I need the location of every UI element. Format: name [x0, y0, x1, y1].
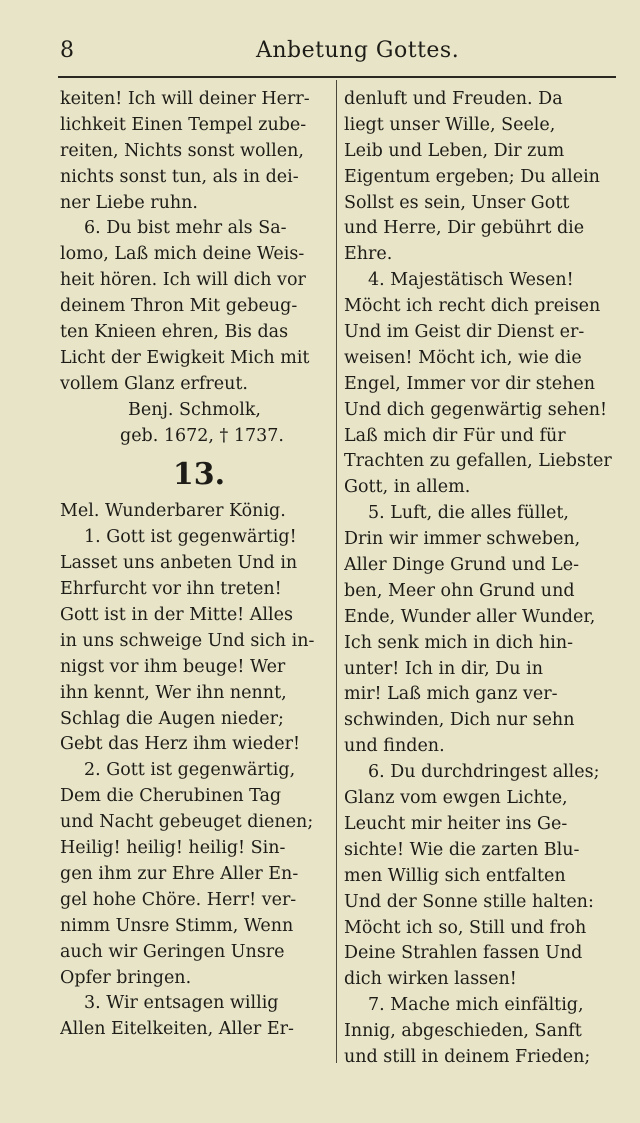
text-line: gel hohe Chöre. Herr! ver-	[60, 889, 297, 910]
left-column	[60, 87, 328, 1043]
verse-start-line: 4. Majestätisch Wesen!	[368, 270, 574, 291]
right-column	[344, 87, 616, 1071]
text-line: keiten! Ich will deiner Herr-	[60, 89, 310, 109]
text-line: nigst vor ihm beuge! Wer	[60, 656, 286, 677]
verse-start-line: 6. Du bist mehr als Sa-	[84, 218, 287, 239]
text-line: Gott ist in der Mitte! Alles	[60, 605, 293, 626]
page-number: 8	[60, 38, 74, 63]
text-line: mir! Laß mich ganz ver-	[344, 684, 558, 705]
text-line: und finden.	[344, 736, 445, 757]
text-line: Und dich gegenwärtig sehen!	[344, 399, 608, 420]
text-line: Ehre.	[344, 244, 393, 265]
text-line: ihn kennt, Wer ihn nennt,	[60, 682, 287, 703]
text-line: deinem Thron Mit gebeug-	[60, 296, 298, 317]
verse-start-line: 5. Luft, die alles füllet,	[368, 503, 569, 524]
text-line: Heilig! heilig! heilig! Sin-	[60, 838, 286, 859]
text-line: und Nacht gebeuget dienen;	[60, 812, 314, 833]
text-line: reiten, Nichts sonst wollen,	[60, 140, 304, 161]
text-line: sichte! Wie die zarten Blu-	[344, 839, 580, 860]
verse-start-line: 6. Du durchdringest alles;	[368, 762, 600, 783]
text-line: Glanz vom ewgen Lichte,	[344, 788, 568, 809]
text-line: ner Liebe ruhn.	[60, 192, 198, 213]
page-header	[60, 34, 615, 74]
text-line: Gott, in allem.	[344, 477, 471, 498]
text-line: lichkeit Einen Tempel zube-	[60, 114, 307, 135]
text-line: gen ihm zur Ehre Aller En-	[60, 863, 299, 884]
text-line: Engel, Immer vor dir stehen	[344, 373, 596, 394]
text-line: Laß mich dir Für und für	[344, 425, 566, 446]
author-signature-dates: geb. 1672, † 1737.	[120, 425, 284, 446]
text-line: men Willig sich entfalten	[344, 865, 566, 886]
text-line: auch wir Geringen Unsre	[60, 941, 285, 962]
text-line: Ende, Wunder aller Wunder,	[344, 606, 596, 627]
text-line: Leucht mir heiter ins Ge-	[344, 813, 568, 834]
text-line: Opfer bringen.	[60, 967, 192, 988]
text-line: in uns schweige Und sich in-	[60, 630, 315, 651]
text-line: heit hören. Ich will dich vor	[60, 270, 306, 291]
text-line: Schlag die Augen nieder;	[60, 708, 284, 729]
text-line: lomo, Laß mich deine Weis-	[60, 244, 305, 265]
text-line: Lasset uns anbeten Und in	[60, 553, 298, 574]
text-line: ten Knieen ehren, Bis das	[60, 322, 289, 343]
text-line: unter! Ich in dir, Du in	[344, 658, 543, 679]
text-line: Leib und Leben, Dir zum	[344, 140, 565, 161]
text-line: Sollst es sein, Unser Gott	[344, 192, 570, 213]
text-line: denluft und Freuden. Da	[344, 89, 563, 109]
text-line: weisen! Möcht ich, wie die	[344, 347, 582, 368]
text-line: Möcht ich recht dich preisen	[344, 296, 601, 317]
running-title: Anbetung Gottes.	[256, 38, 460, 63]
text-line: vollem Glanz erfreut.	[60, 373, 248, 394]
text-line: ben, Meer ohn Grund und	[344, 580, 575, 601]
text-line: Und der Sonne stille halten:	[344, 891, 594, 912]
text-line: Eigentum ergeben; Du allein	[344, 166, 600, 187]
text-line: Deine Strahlen fassen Und	[344, 943, 583, 964]
text-line: und still in deinem Frieden;	[344, 1046, 591, 1067]
verse-start-line: 3. Wir entsagen willig	[84, 993, 279, 1014]
text-line: Und im Geist dir Dienst er-	[344, 322, 585, 343]
header-rule	[58, 76, 616, 78]
text-line: liegt unser Wille, Seele,	[344, 114, 556, 135]
text-line: schwinden, Dich nur sehn	[344, 710, 575, 731]
author-signature-name: Benj. Schmolk,	[128, 399, 261, 420]
text-line: Ich senk mich in dich hin-	[344, 632, 574, 653]
text-line: Ehrfurcht vor ihn treten!	[60, 579, 282, 600]
text-line: Dem die Cherubinen Tag	[60, 786, 282, 807]
verse-start-line: 1. Gott ist gegenwärtig!	[84, 527, 297, 548]
hymn-number: 13.	[172, 457, 226, 493]
column-divider	[336, 80, 337, 1063]
verse-start-line: 2. Gott ist gegenwärtig,	[84, 760, 296, 781]
verse-start-line: 7. Mache mich einfältig,	[368, 995, 584, 1016]
text-line: Allen Eitelkeiten, Aller Er-	[60, 1019, 294, 1040]
text-line: nichts sonst tun, als in dei-	[60, 166, 299, 187]
text-line: Möcht ich so, Still und froh	[344, 917, 587, 938]
text-line: Gebt das Herz ihm wieder!	[60, 734, 300, 755]
text-line: Drin wir immer schweben,	[344, 529, 581, 550]
text-line: Aller Dinge Grund und Le-	[344, 555, 579, 576]
melody-line: Mel. Wunderbarer König.	[60, 501, 286, 522]
text-line: Innig, abgeschieden, Sanft	[344, 1021, 582, 1042]
text-line: dich wirken lassen!	[344, 969, 517, 990]
text-line: Licht der Ewigkeit Mich mit	[60, 347, 310, 368]
text-line: Trachten zu gefallen, Liebster	[344, 451, 612, 472]
text-line: nimm Unsre Stimm, Wenn	[60, 915, 294, 936]
text-line: und Herre, Dir gebührt die	[344, 218, 585, 239]
